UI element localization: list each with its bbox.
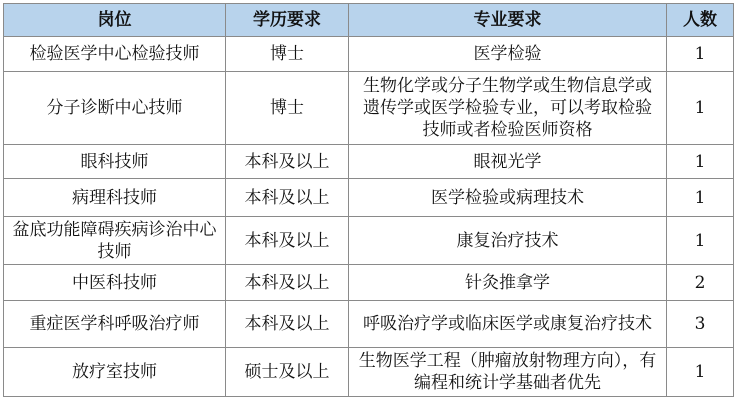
cell-count: 1	[667, 179, 734, 217]
cell-education: 本科及以上	[226, 145, 349, 179]
cell-education: 本科及以上	[226, 301, 349, 348]
cell-major: 针灸推拿学	[349, 265, 667, 301]
recruitment-table-container	[3, 3, 734, 397]
header-count: 人数	[667, 4, 734, 37]
header-major: 专业要求	[349, 4, 667, 37]
cell-position: 中医科技师	[4, 265, 226, 301]
cell-education: 本科及以上	[226, 217, 349, 265]
cell-education: 硕士及以上	[226, 348, 349, 397]
cell-major: 生物医学工程（肿瘤放射物理方向），有编程和统计学基础者优先	[349, 348, 667, 397]
cell-position: 检验医学中心检验技师	[4, 37, 226, 72]
cell-major: 康复治疗技术	[349, 217, 667, 265]
cell-position: 重症医学科呼吸治疗师	[4, 301, 226, 348]
cell-major: 医学检验	[349, 37, 667, 72]
table-header-row	[4, 4, 734, 37]
header-education: 学历要求	[226, 4, 349, 37]
cell-position: 眼科技师	[4, 145, 226, 179]
cell-count: 1	[667, 217, 734, 265]
cell-education: 博士	[226, 72, 349, 145]
cell-position: 分子诊断中心技师	[4, 72, 226, 145]
cell-position: 放疗室技师	[4, 348, 226, 397]
cell-major: 眼视光学	[349, 145, 667, 179]
recruitment-table	[3, 3, 734, 397]
cell-count: 1	[667, 145, 734, 179]
cell-count: 2	[667, 265, 734, 301]
cell-major: 呼吸治疗学或临床医学或康复治疗技术	[349, 301, 667, 348]
cell-major: 生物化学或分子生物学或生物信息学或遗传学或医学检验专业，可以考取检验技师或者检验医师资格	[349, 72, 667, 145]
cell-count: 1	[667, 348, 734, 397]
table-row	[4, 265, 734, 301]
table-row	[4, 145, 734, 179]
table-row	[4, 72, 734, 145]
cell-count: 1	[667, 72, 734, 145]
cell-count: 1	[667, 37, 734, 72]
table-row	[4, 217, 734, 265]
cell-education: 本科及以上	[226, 265, 349, 301]
header-position: 岗位	[4, 4, 226, 37]
table-row	[4, 179, 734, 217]
cell-education: 博士	[226, 37, 349, 72]
cell-position: 盆底功能障碍疾病诊治中心技师	[4, 217, 226, 265]
table-row	[4, 348, 734, 397]
table-row	[4, 37, 734, 72]
cell-education: 本科及以上	[226, 179, 349, 217]
cell-position: 病理科技师	[4, 179, 226, 217]
table-row	[4, 301, 734, 348]
cell-major: 医学检验或病理技术	[349, 179, 667, 217]
cell-count: 3	[667, 301, 734, 348]
